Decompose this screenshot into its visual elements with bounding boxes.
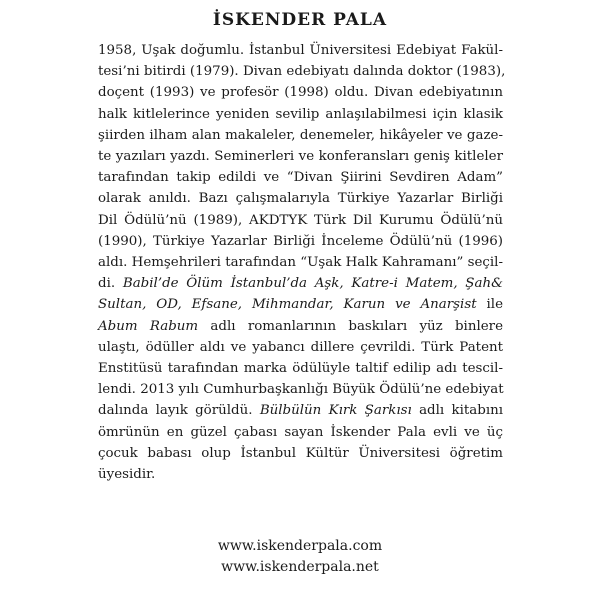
bio-text: adlı kitabını	[411, 403, 504, 419]
bio-text: di.	[98, 276, 116, 292]
book-title: Bülbülün Kırk Şarkısı	[259, 403, 412, 419]
novel-titles: Babil’de Ölüm İstanbul’da Aşk, Katre-i Matem, Şah&	[122, 276, 504, 292]
bio-line: çocuk babası olup İstanbul Kültür Üniversitesi öğretim	[98, 445, 503, 461]
bio-line: tarafından takip edildi ve “Divan Şiirini Sevdiren Adam”	[98, 170, 503, 186]
bio-line: olarak anıldı. Bazı çalışmalarıyla Türkiye Yazarlar Birliği	[98, 191, 503, 207]
bio-text	[253, 403, 260, 418]
website-link-com[interactable]: www.iskenderpala.com	[217, 538, 383, 554]
bio-line: te yazıları yazdı. Seminerleri ve konferansları geniş kitleler	[98, 149, 503, 165]
website-link-net[interactable]: www.iskenderpala.net	[221, 559, 379, 575]
bio-text	[115, 276, 123, 291]
bio-line: aldı. Hemşehrileri tarafından “Uşak Halk Kahramanı” seçil-	[98, 255, 503, 271]
author-biography	[98, 40, 506, 485]
bio-line: üyesidir.	[98, 467, 156, 483]
bio-text: ile	[476, 297, 504, 313]
novel-titles: Sultan, OD, Efsane, Mihmandar, Karun ve Anarşist	[98, 297, 477, 313]
bio-line-with-italic	[98, 294, 503, 315]
bio-line: şiirden ilham alan makaleler, denemeler, hikâyeler ve gaze-	[98, 127, 503, 143]
bio-line: (1990), Türkiye Yazarlar Birliği İnceleme Ödülü’nü (1996)	[98, 233, 503, 249]
bio-line-with-italic	[98, 316, 503, 337]
bio-line: doçent (1993) ve profesör (1998) oldu. Divan edebiyatının	[98, 85, 503, 101]
bio-line: ömrünün en güzel çabası sayan İskender Pala evli ve üç	[98, 424, 503, 440]
bio-line: 1958, Uşak doğumlu. İstanbul Üniversitesi Edebiyat Fakül-	[98, 43, 503, 58]
website-links	[0, 536, 600, 578]
bio-line-with-italic	[98, 400, 503, 421]
author-name-heading: İSKENDER PALA	[212, 10, 388, 30]
bio-line: lendi. 2013 yılı Cumhurbaşkanlığı Büyük Ödülü’ne edebiyat	[98, 382, 504, 398]
bio-line: ulaştı, ödüller aldı ve yabancı dillere çevrildi. Türk Patent	[98, 339, 503, 355]
bio-text: adlı romanlarının baskıları yüz binlere	[198, 318, 503, 334]
bio-text: dalında layık görüldü.	[98, 403, 253, 419]
bio-line: tesi’ni bitirdi (1979). Divan edebiyatı dalında doktor (1983),	[98, 64, 506, 80]
bio-line-with-italic	[98, 273, 503, 294]
bio-line: Dil Ödülü’nü (1989), AKDTYK Türk Dil Kurumu Ödülü’nü	[98, 212, 503, 228]
bio-line: Enstitüsü tarafından marka ödülüyle taltif edilip adı tescil-	[98, 361, 503, 377]
novel-title: Abum Rabum	[98, 318, 199, 334]
bio-line: halk kitlelerince yeniden sevilip anlaşılabilmesi için klasik	[98, 106, 503, 122]
